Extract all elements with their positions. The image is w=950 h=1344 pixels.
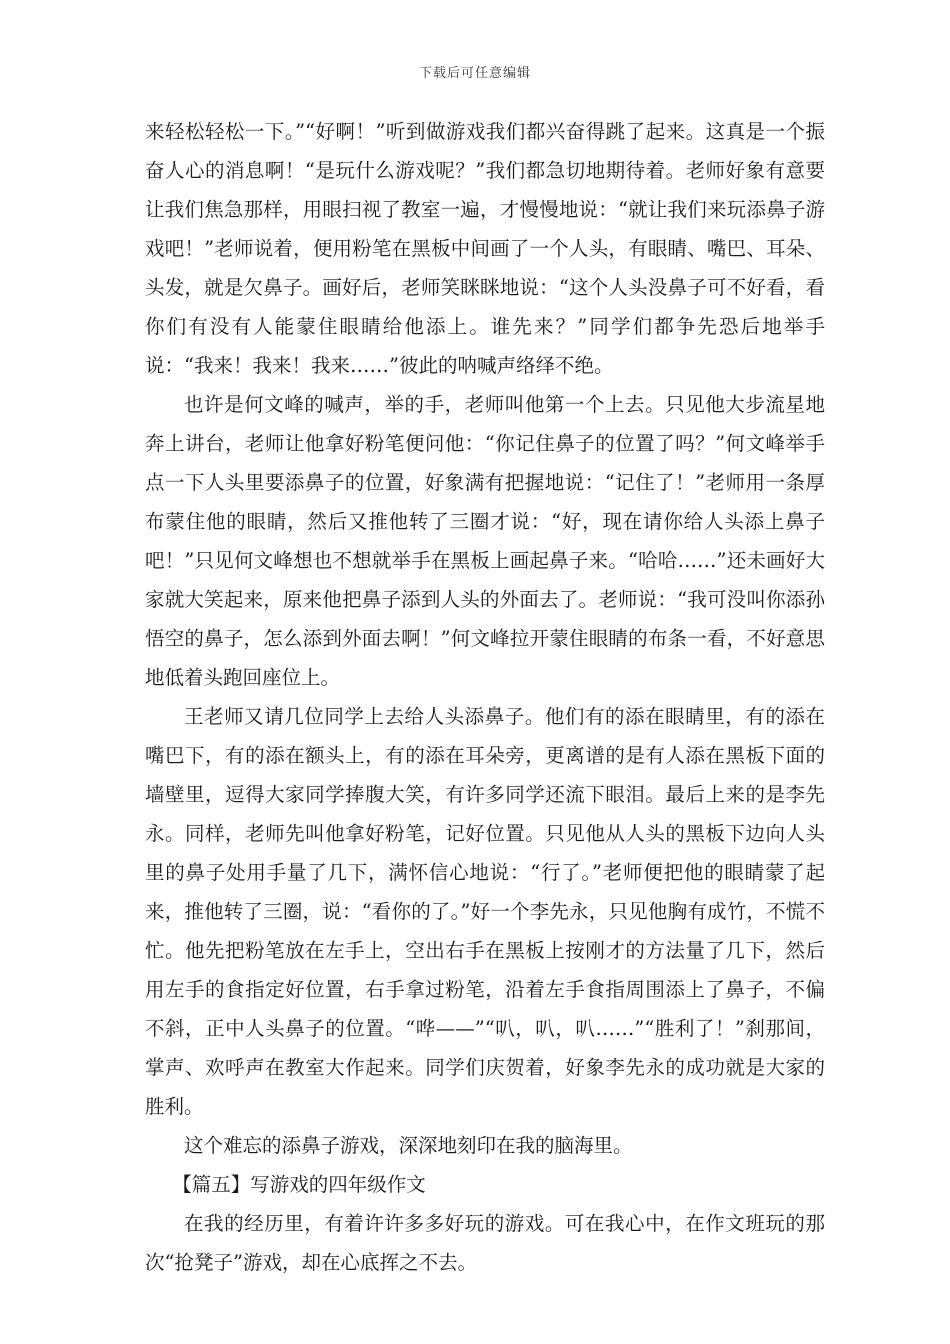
paragraph-he-wenfeng: 也许是何文峰的喊声，举的手，老师叫他第一个上去。只见他大步流星地奔上讲台，老师让他拿好粉笔便问他：“你记住鼻子的位置了吗？”何文峰举手点一下人头里要添鼻子的位置，好象满有把握地说：“记住了！”老师用一条厚布蒙住他的眼睛，然后又推他转了三圈才说：“好，现在请你给人头添上鼻子吧！”只见何文峰想也不想就举手在黑板上画起鼻子来。“哈哈……”还未画好大家就大笑起来，原来他把鼻子添到人头的外面去了。老师说：“我可没叫你添孙悟空的鼻子，怎么添到外面去啊！”何文峰拉开蒙住眼睛的布条一看，不好意思地低着头跑回座位上。 xyxy=(145,393,825,689)
section-heading: 【篇五】写游戏的四年级作文 xyxy=(172,1173,426,1196)
paragraph-section-intro: 在我的经历里，有着许许多多好玩的游戏。可在我心中，在作文班玩的那次“抢凳子”游戏，却在心底挥之不去。 xyxy=(145,1212,825,1274)
paragraph-conclusion: 这个难忘的添鼻子游戏，深深地刻印在我的脑海里。 xyxy=(184,1134,633,1157)
paragraph-li-xianyong: 王老师又请几位同学上去给人头添鼻子。他们有的添在眼睛里，有的添在嘴巴下，有的添在额头上，有的添在耳朵旁，更离谱的是有人添在黑板下面的墙壁里，逗得大家同学捧腹大笑，有许多同学还流下眼泪。最后上来的是李先永。同样，老师先叫他拿好粉笔，记好位置。只见他从人头的黑板下边向人头里的鼻子处用手量了几下，满怀信心地说：“行了。”老师便把他的眼睛蒙了起来，推他转了三圈，说：“看你的了。”好一个李先永，只见他胸有成竹，不慌不忙。他先把粉笔放在左手上，空出右手在黑板上按刚才的方法量了几下，然后用左手的食指定好位置，右手拿过粉笔，沿着左手食指周围添上了鼻子，不偏不斜，正中人头鼻子的位置。“哗——”“叭，叭，叭……”“胜利了！”刹那间，掌声、欢呼声在教室大作起来。同学们庆贺着，好象李先永的成功就是大家的胜利。 xyxy=(145,705,825,1118)
page-header-note: 下载后可任意编辑 xyxy=(418,66,531,81)
essay-body xyxy=(145,112,825,1282)
paragraph-continuation: 来轻松轻松一下。”“好啊！”听到做游戏我们都兴奋得跳了起来。这真是一个振奋人心的消息啊！“是玩什么游戏呢？”我们都急切地期待着。老师好象有意要让我们焦急那样，用眼扫视了教室一遍，才慢慢地说：“就让我们来玩添鼻子游戏吧！”老师说着，便用粉笔在黑板中间画了一个人头，有眼睛、嘴巴、耳朵、头发，就是欠鼻子。画好后，老师笑眯眯地说：“这个人头没鼻子可不好看，看你们有没有人能蒙住眼睛给他添上。谁先来？”同学们都争先恐后地举手说：“我来！我来！我来……”彼此的呐喊声络绎不绝。 xyxy=(145,120,825,377)
